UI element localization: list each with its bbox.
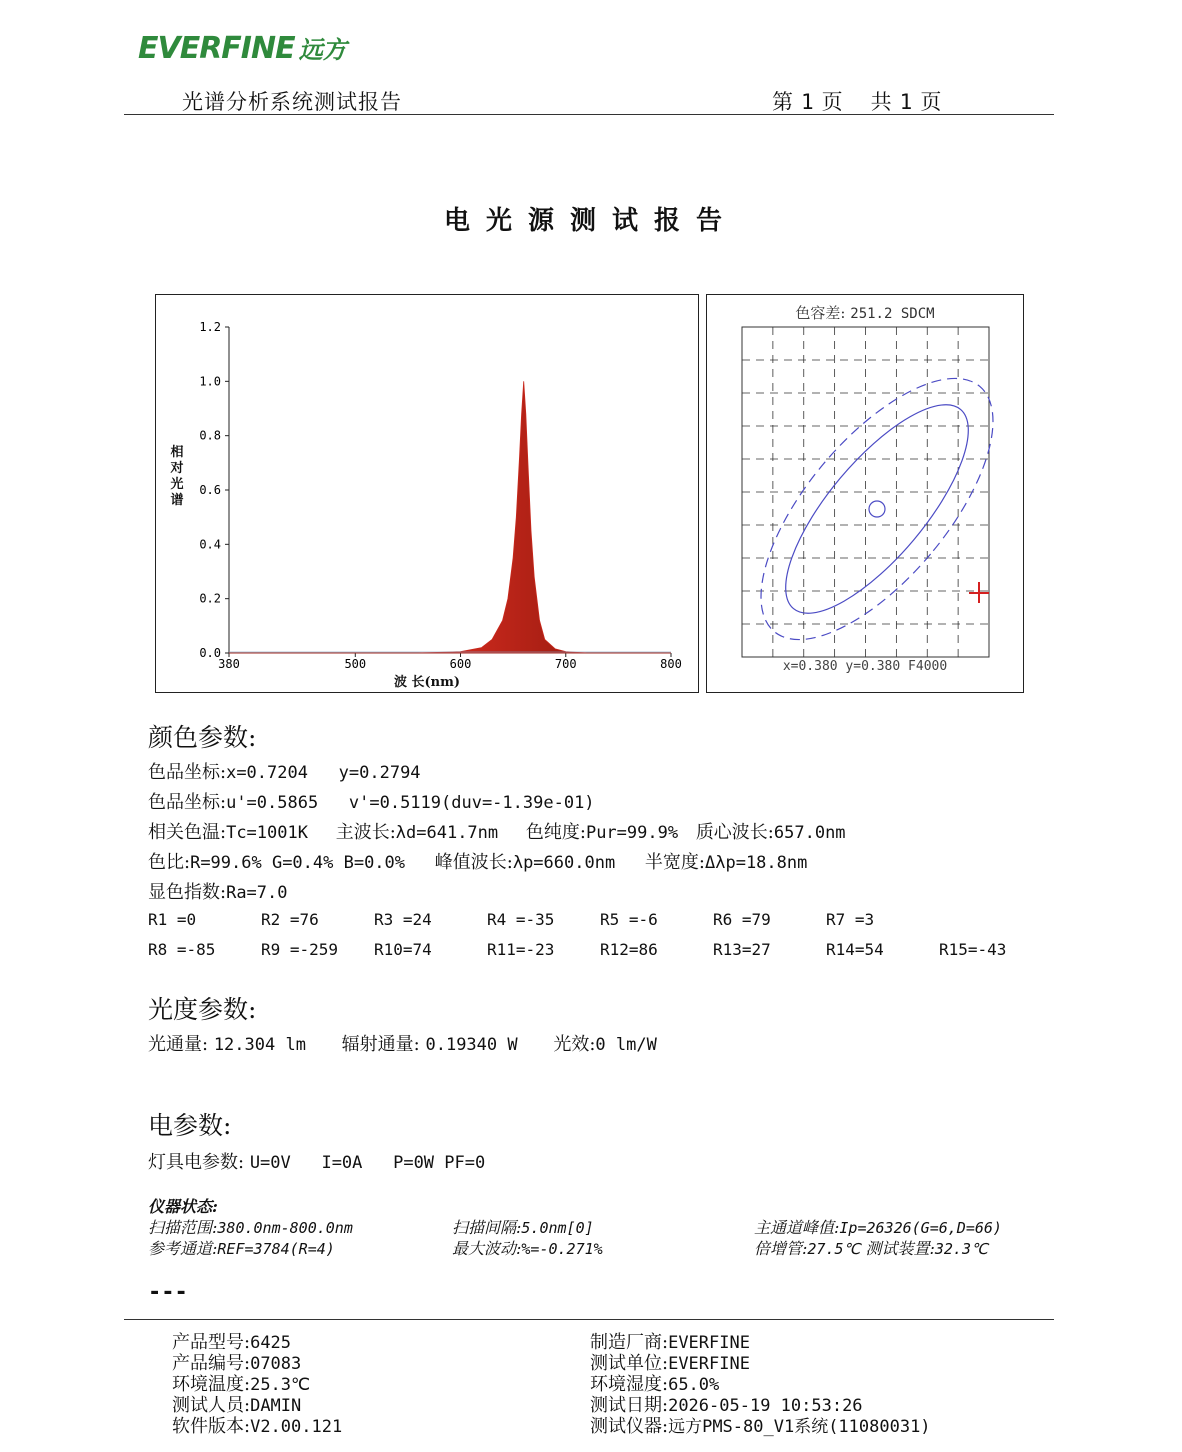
test-unit: 测试单位:EVERFINE (590, 1353, 750, 1374)
y-tick-label: 0.6 (199, 483, 221, 497)
cri-r-value: R14=54 (826, 940, 884, 959)
ambient-temp: 环境温度:25.3℃ (172, 1374, 311, 1395)
cri-r-value: R4 =-35 (487, 910, 555, 929)
cri-r-value: R9 =-259 (261, 940, 339, 959)
max-fluctuation: 最大波动:%=-0.271% (452, 1239, 603, 1258)
ambient-humidity: 环境湿度:65.0% (590, 1374, 720, 1395)
product-serial: 产品编号:07083 (172, 1353, 302, 1374)
cri-r-value: R11=-23 (487, 940, 555, 959)
dashes: --- (148, 1280, 188, 1305)
logo-brand-cn: 远方 (298, 36, 347, 64)
cct-row: 相关色温:Tc=1001K 主波长:λd=641.7nm 色纯度:Pur=99.9% 质心波长:657.0nm (148, 822, 846, 843)
instrument-title: 仪器状态: (148, 1197, 218, 1216)
y-axis-label-text: 相 对 光 谱 (170, 445, 184, 508)
header-divider (124, 114, 1054, 115)
total-pages: 1 (899, 90, 913, 114)
x-tick-label: 700 (554, 657, 577, 671)
page-indicator (772, 86, 949, 116)
sdcm-target-point (869, 501, 885, 517)
y-tick-label: 0.8 (199, 428, 221, 443)
y-tick-label: 1.0 (199, 374, 221, 389)
cri-r-value: R15=-43 (939, 940, 1007, 959)
sdcm-ellipse-inner (757, 379, 998, 640)
logo-brand: EVERFINE (138, 31, 295, 66)
ref-channel: 参考通道:REF=3784(R=4) (148, 1239, 335, 1258)
cri-row: 显色指数:Ra=7.0 (148, 882, 288, 903)
scan-step: 扫描间隔:5.0nm[0] (452, 1218, 594, 1237)
chromaticity-xy: 色品坐标:x=0.7204 y=0.2794 (148, 762, 421, 783)
elec-row: 灯具电参数: U=0V I=0A P=0W PF=0 (148, 1152, 486, 1173)
total-unit: 页 (920, 90, 942, 114)
y-tick-label: 0.2 (199, 591, 221, 606)
cri-r-value: R1 =0 (148, 910, 197, 929)
sdcm-chart (707, 295, 1023, 692)
software-version: 软件版本:V2.00.121 (172, 1416, 343, 1437)
cri-r-value: R12=86 (600, 940, 658, 959)
sdcm-footer: x=0.380 y=0.380 F4000 (782, 659, 948, 674)
main-peak: 主通道峰值:Ip=26326(G=6,D=66) (754, 1218, 1002, 1237)
sdcm-title-value: 251.2 SDCM (850, 306, 935, 322)
y-tick-label: 1.2 (199, 320, 221, 334)
y-tick-label: 0.4 (199, 537, 221, 552)
page-unit: 页 (821, 90, 843, 114)
test-date: 测试日期:2026-05-19 10:53:26 (590, 1395, 863, 1416)
x-tick-label: 800 (660, 657, 682, 671)
everfine-logo (138, 30, 347, 70)
total-prefix: 共 (870, 90, 892, 114)
cri-r-value: R13=27 (713, 940, 771, 959)
cri-r-value: R2 =76 (261, 910, 319, 929)
scan-range: 扫描范围:380.0nm-800.0nm (148, 1218, 353, 1237)
manufacturer: 制造厂商:EVERFINE (590, 1332, 750, 1353)
spectrum-chart (156, 295, 698, 692)
document-title: 电光源测试报告 (443, 206, 738, 236)
chromaticity-uv: 色品坐标:u'=0.5865 v'=0.5119(duv=-1.39e-01) (148, 792, 595, 813)
page-prefix: 第 (772, 90, 793, 114)
elec-params-title: 电参数: (148, 1111, 232, 1140)
report-header-title: 光谱分析系统测试报告 (182, 90, 402, 114)
cri-r-value: R5 =-6 (600, 910, 658, 929)
cri-r-value: R7 =3 (826, 910, 875, 929)
y-axis-label (166, 445, 188, 509)
cri-r-value: R3 =24 (374, 910, 432, 929)
x-tick-label: 600 (449, 657, 472, 671)
cri-r-value: R10=74 (374, 940, 432, 959)
color-params-title: 颜色参数: (148, 723, 257, 752)
sdcm-chart-panel (706, 294, 1024, 693)
x-tick-label: 380 (218, 657, 240, 671)
product-model: 产品型号:6425 (172, 1332, 292, 1353)
photo-row: 光通量: 12.304 lm 辐射通量: 0.19340 W 光效:0 lm/W (148, 1034, 657, 1055)
ratio-row: 色比:R=99.6% G=0.4% B=0.0% 峰值波长:λp=660.0nm 半宽度:Δλp=18.8nm (148, 852, 808, 873)
cri-r-value: R8 =-85 (148, 940, 216, 959)
spectrum-area (229, 381, 671, 653)
page-number: 1 (801, 90, 814, 114)
pmt-temp: 倍增管:27.5℃ 测试装置:32.3℃ (754, 1239, 988, 1258)
tester: 测试人员:DAMIN (172, 1395, 302, 1416)
y-tick-label: 0.0 (199, 646, 221, 660)
spectrum-chart-panel (155, 294, 699, 693)
sdcm-title-label: 色容差: (795, 304, 846, 322)
x-tick-label: 500 (344, 657, 367, 671)
sdcm-title (707, 302, 1023, 323)
x-axis-label: 波 长(nm) (393, 675, 461, 690)
sdcm-ellipse-outer (721, 341, 1023, 676)
sdcm-measured-point (969, 582, 989, 603)
test-instrument: 测试仪器:远方PMS-80_V1系统(11080031) (590, 1416, 931, 1437)
cri-r-value: R6 =79 (713, 910, 771, 929)
footer-divider (124, 1319, 1054, 1320)
photo-params-title: 光度参数: (148, 995, 257, 1024)
